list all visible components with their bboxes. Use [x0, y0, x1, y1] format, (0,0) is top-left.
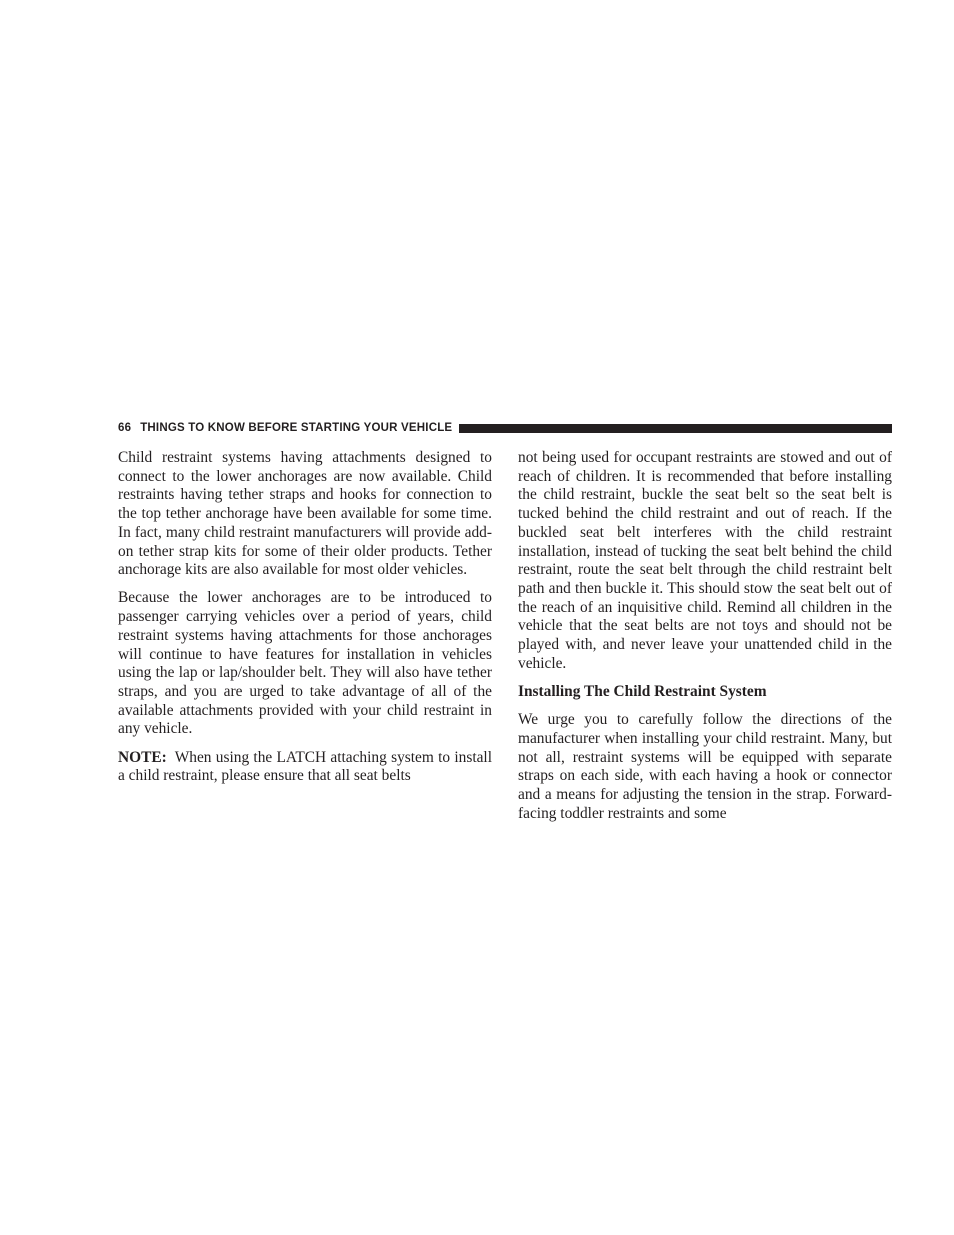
paragraph: Because the lower anchorages are to be introduced to passenger carrying vehicles over a period of years, child restraint systems having attachments for those anchorages will continue to have features for installation in vehicles using the lap or lap/shoulder belt. They will also have tether straps, and you are urged to take advantage of all of the available attachments provided with your child restraint in any vehicle. [118, 589, 492, 738]
note-text: When using the LATCH attaching system to install a child restraint, please ensure that all seat belts [118, 748, 492, 785]
page-number: 66 [118, 422, 132, 434]
note-label: NOTE: [118, 748, 167, 766]
paragraph: We urge you to carefully follow the directions of the manufacturer when installing your child restraint. Many, but not all, restraint systems will be equipped with separate straps on each side, with each having a hook or connector and a means for adjusting the tension in the strap. Forward-facing toddler restraints and some [518, 711, 892, 822]
header-rule [459, 424, 892, 433]
left-column [118, 449, 492, 795]
section-title: THINGS TO KNOW BEFORE STARTING YOUR VEHICLE [140, 422, 453, 434]
right-column [518, 449, 892, 833]
note-paragraph [118, 749, 492, 786]
paragraph: Child restraint systems having attachments designed to connect to the lower anchorages are now available. Child restraints having tether straps and hooks for connection to the top tether anchorage have been available for some time. In fact, many child restraint manufacturers will provide add-on tether strap kits for some of their older products. Tether anchorage kits are also available for most older vehicles. [118, 449, 492, 579]
paragraph: not being used for occupant restraints are stowed and out of reach of children. It is recommended that before installing the child restraint, buckle the seat belt so the seat belt is tucked behind the child restraint and out of reach. If the buckled seat belt interferes with the child restraint installation, instead of tucking the seat belt behind the child restraint, route the seat belt through the child restraint belt path and then buckle it. This should stow the seat belt out of the reach of an inquisitive child. Remind all children in the vehicle that the seat belts are not toys and should not be played with, and never leave your unattended child in the vehicle. [518, 449, 892, 672]
page-header [118, 420, 892, 436]
subheading: Installing The Child Restraint System [518, 682, 767, 700]
